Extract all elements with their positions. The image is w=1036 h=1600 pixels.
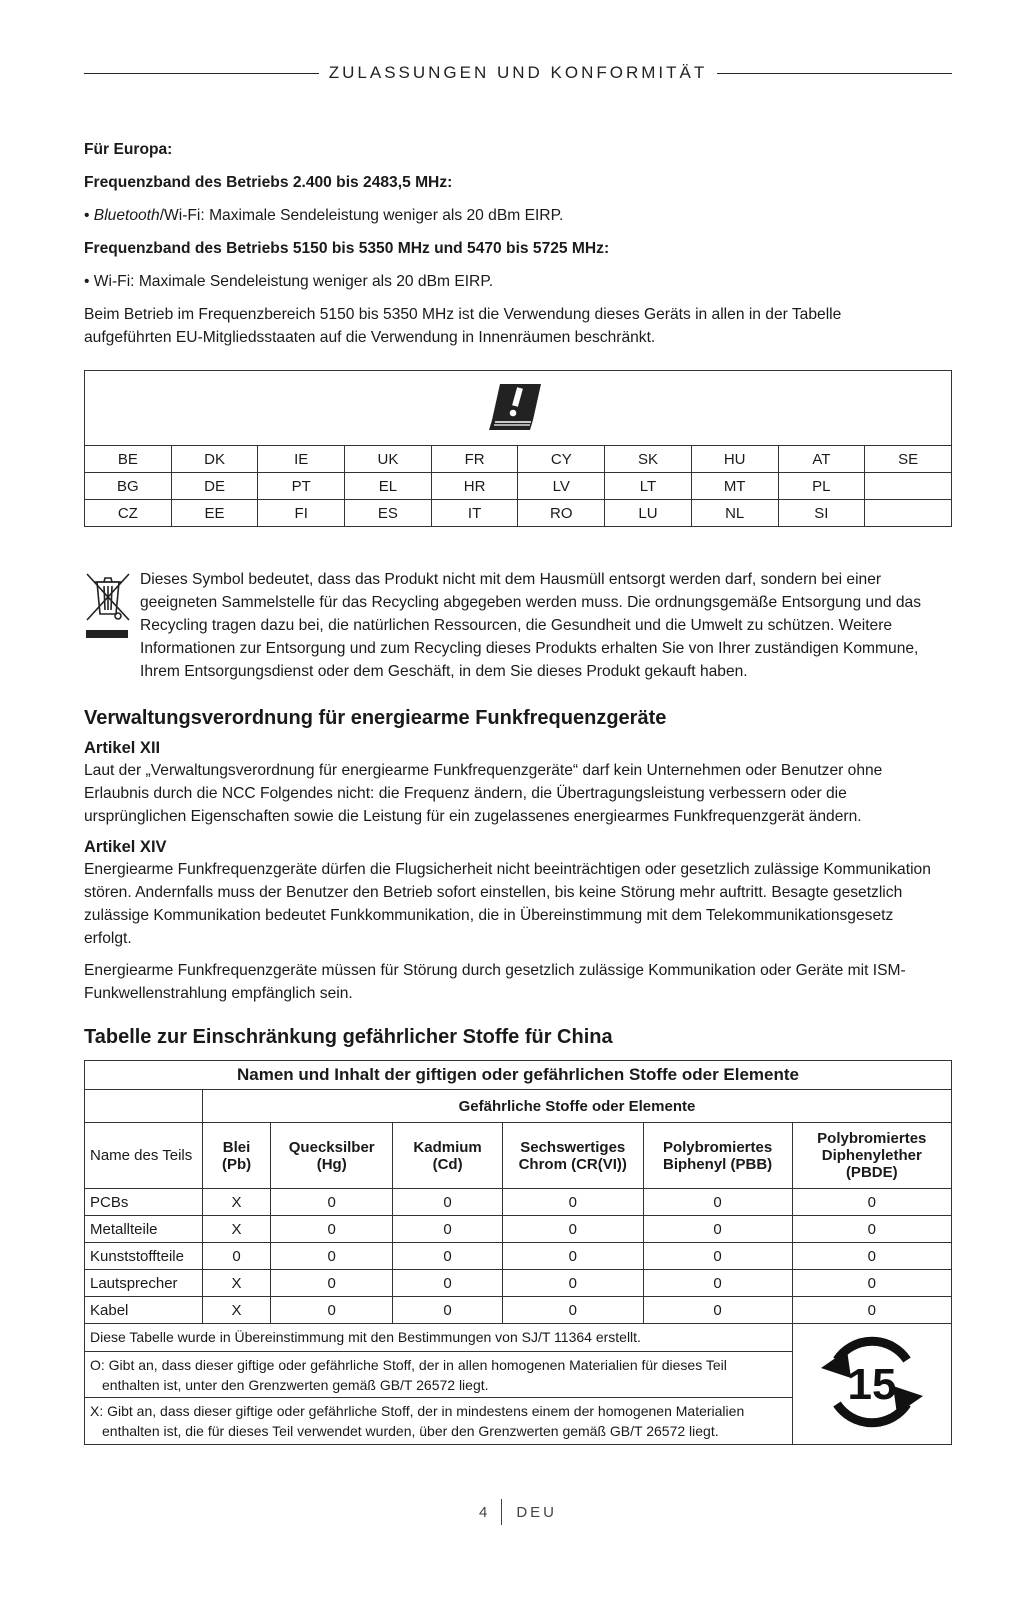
value-cell: 0 <box>502 1297 643 1324</box>
country-cell: FI <box>258 500 345 527</box>
page-header <box>84 61 952 85</box>
col-lead <box>202 1123 270 1189</box>
efup-number: 15 <box>847 1360 897 1409</box>
country-cell: CZ <box>85 500 172 527</box>
value-cell: 0 <box>393 1270 503 1297</box>
part-name: Kunststoffteile <box>85 1243 203 1270</box>
col-pbb <box>643 1123 792 1189</box>
country-cell: IT <box>431 500 518 527</box>
band2-heading: Frequenzband des Betriebs 5150 bis 5350 MHz und 5470 bis 5725 MHz: <box>84 240 610 257</box>
header-title: ZULASSUNGEN UND KONFORMITÄT <box>328 63 708 82</box>
band1-bullet <box>84 204 952 227</box>
warning-alert-icon <box>483 376 553 436</box>
part-name: Kabel <box>85 1297 203 1324</box>
value-cell: 0 <box>502 1243 643 1270</box>
eu-row-1 <box>85 446 952 473</box>
eu-row-3 <box>85 500 952 527</box>
language-code: DEU <box>516 1503 557 1521</box>
note-x <box>85 1397 792 1441</box>
value-cell: X <box>202 1270 270 1297</box>
col-symbol: Biphenyl (PBB) <box>662 1155 773 1173</box>
value-cell: 0 <box>792 1216 951 1243</box>
article-12-title: Artikel XII <box>84 739 161 757</box>
value-cell: 0 <box>393 1216 503 1243</box>
col-name: Polybromiertes <box>662 1138 773 1156</box>
page-footer <box>0 1497 1036 1527</box>
table-row <box>85 1270 952 1297</box>
col-cadmium <box>393 1123 503 1189</box>
col-symbol: (PBDE) <box>845 1164 898 1181</box>
warning-icon-cell <box>85 371 952 446</box>
note-cell <box>85 1324 793 1445</box>
value-cell: 0 <box>792 1189 951 1216</box>
weee-symbol <box>84 568 140 683</box>
china-rohs-table <box>84 1060 952 1445</box>
country-cell: SI <box>778 500 865 527</box>
country-cell: AT <box>778 446 865 473</box>
table-row <box>85 1189 952 1216</box>
group-header: Gefährliche Stoffe oder Elemente <box>202 1090 951 1123</box>
col-pbde <box>792 1123 951 1189</box>
value-cell: 0 <box>643 1189 792 1216</box>
part-header: Name des Teils <box>85 1123 203 1189</box>
country-cell: BG <box>85 473 172 500</box>
col-chromium <box>502 1123 643 1189</box>
country-cell: IE <box>258 446 345 473</box>
value-cell: 0 <box>502 1216 643 1243</box>
note-o-line2: enthalten ist, unter den Grenzwerten gemäß GB/T 26572 liegt. <box>102 1377 489 1393</box>
country-cell: UK <box>345 446 432 473</box>
value-cell: X <box>202 1189 270 1216</box>
value-cell: 0 <box>792 1243 951 1270</box>
note-o <box>85 1351 792 1397</box>
country-cell: NL <box>691 500 778 527</box>
country-cell: HU <box>691 446 778 473</box>
country-cell: ES <box>345 500 432 527</box>
col-name: Quecksilber <box>288 1138 375 1156</box>
country-cell: BE <box>85 446 172 473</box>
value-cell: 0 <box>502 1189 643 1216</box>
country-cell: LV <box>518 473 605 500</box>
band2-bullet: • Wi-Fi: Maximale Sendeleistung weniger als 20 dBm EIRP. <box>84 273 494 290</box>
part-name: PCBs <box>85 1189 203 1216</box>
value-cell: 0 <box>202 1243 270 1270</box>
country-cell: FR <box>431 446 518 473</box>
table-row <box>85 1216 952 1243</box>
value-cell: 0 <box>502 1270 643 1297</box>
value-cell: 0 <box>393 1189 503 1216</box>
part-name: Lautsprecher <box>85 1270 203 1297</box>
eu-country-table-wrap <box>84 370 952 527</box>
ncc-section <box>84 705 952 1005</box>
country-cell: MT <box>691 473 778 500</box>
country-cell: EE <box>171 500 258 527</box>
country-cell: DK <box>171 446 258 473</box>
country-cell: LT <box>605 473 692 500</box>
country-cell <box>865 500 952 527</box>
ncc-title: Verwaltungsverordnung für energiearme Funkfrequenzgeräte <box>84 707 667 729</box>
eu-row-2 <box>85 473 952 500</box>
band1-heading: Frequenzband des Betriebs 2.400 bis 2483,5 MHz: <box>84 174 453 191</box>
value-cell: 0 <box>271 1270 393 1297</box>
country-cell <box>865 473 952 500</box>
page-number: 4 <box>478 1503 488 1521</box>
value-cell: 0 <box>792 1270 951 1297</box>
value-cell: X <box>202 1216 270 1243</box>
country-cell: LU <box>605 500 692 527</box>
country-cell: SK <box>605 446 692 473</box>
table-row <box>85 1243 952 1270</box>
part-name: Metallteile <box>85 1216 203 1243</box>
china-title: Tabelle zur Einschränkung gefährlicher Stoffe für China <box>84 1026 613 1048</box>
article-14-text-2: Energiearme Funkfrequenzgeräte müssen für Störung durch gesetzlich zulässige Kommunikation oder Geräte mit ISM-Funkwellenstrahlung empfänglich sein. <box>84 962 906 1002</box>
header-rule-right <box>717 73 952 74</box>
value-cell: X <box>202 1297 270 1324</box>
article-14-text: Energiearme Funkfrequenzgeräte dürfen die Flugsicherheit nicht beeinträchtigen oder gesetzlich zulässige Kommunikation stören. Andernfalls muss der Benutzer den Betrieb sofort einstellen, bis keine Störung mehr auftritt. Besagte gesetzlich zulässige Kommunikation bedeutet Funkkommunikation, die in Übereinstimmung mit dem Telekommunikationsgesetz erfolgt. <box>84 861 931 947</box>
header-rule-left <box>84 73 319 74</box>
note-o-line1: O: Gibt an, dass dieser giftige oder gefährliche Stoff, der in allen homogenen Materialien für dieses Teil <box>90 1357 727 1373</box>
bluetooth-text: Bluetooth <box>93 207 160 224</box>
country-cell: EL <box>345 473 432 500</box>
col-symbol: (Pb) <box>221 1155 252 1173</box>
note-x-line1: X: Gibt an, dass dieser giftige oder gefährliche Stoff, der in mindestens einem der homogenen Materialien <box>90 1403 745 1419</box>
footer-divider <box>501 1499 502 1525</box>
country-cell: SE <box>865 446 952 473</box>
col-mercury <box>271 1123 393 1189</box>
col-name-2: Diphenylether <box>821 1147 922 1164</box>
empty-cell <box>85 1090 203 1123</box>
value-cell: 0 <box>271 1243 393 1270</box>
country-cell: DE <box>171 473 258 500</box>
value-cell: 0 <box>393 1297 503 1324</box>
weee-section <box>84 568 952 683</box>
col-name: Polybromiertes <box>817 1130 927 1147</box>
crossed-bin-icon <box>84 568 134 640</box>
country-cell: HR <box>431 473 518 500</box>
article-14-title: Artikel XIV <box>84 838 167 856</box>
col-symbol: (Cd) <box>432 1155 463 1173</box>
efup-logo-cell <box>792 1324 951 1445</box>
country-cell: RO <box>518 500 605 527</box>
value-cell: 0 <box>643 1297 792 1324</box>
efup-15-icon <box>807 1330 937 1434</box>
col-symbol: Chrom (CR(VI)) <box>518 1155 627 1173</box>
value-cell: 0 <box>643 1243 792 1270</box>
col-symbol: (Hg) <box>316 1155 347 1173</box>
value-cell: 0 <box>271 1297 393 1324</box>
value-cell: 0 <box>271 1216 393 1243</box>
value-cell: 0 <box>393 1243 503 1270</box>
note-x-line2: enthalten ist, die für dieses Teil verwendet wurden, über den Grenzwerten gemäß GB/T 26572 liegt. <box>102 1423 719 1439</box>
china-table-title: Namen und Inhalt der giftigen oder gefährlichen Stoffe oder Elemente <box>85 1061 952 1090</box>
band1-bullet-text: /Wi-Fi: Maximale Sendeleistung weniger als 20 dBm EIRP. <box>159 207 564 224</box>
value-cell: 0 <box>271 1189 393 1216</box>
europe-section <box>84 138 952 349</box>
country-cell: CY <box>518 446 605 473</box>
col-name: Blei <box>222 1138 251 1156</box>
country-cell: PT <box>258 473 345 500</box>
col-name: Sechswertiges <box>520 1138 626 1156</box>
value-cell: 0 <box>643 1216 792 1243</box>
bullet: • <box>84 207 94 224</box>
restriction-text: Beim Betrieb im Frequenzbereich 5150 bis 5350 MHz ist die Verwendung dieses Geräts in allen in der Tabelle aufgeführten EU-Mitgliedsstaaten auf die Verwendung in Innenräumen beschränkt. <box>84 306 842 346</box>
europe-heading: Für Europa: <box>84 141 173 158</box>
note-sj: Diese Tabelle wurde in Übereinstimmung mit den Bestimmungen von SJ/T 11364 erstellt. <box>90 1329 641 1345</box>
article-12-text: Laut der „Verwaltungsverordnung für energiearme Funkfrequenzgeräte“ darf kein Unternehmen oder Benutzer ohne Erlaubnis durch die NCC Folgendes nicht: die Frequenz ändern, die Übertragungsleistung verbessern oder die ursprünglichen Eigenschaften sowie die Leistung für ein zugelassenes energiearmes Funkfrequenzgerät ändern. <box>84 762 883 825</box>
eu-country-table <box>84 370 952 527</box>
col-name: Kadmium <box>413 1138 482 1156</box>
value-cell: 0 <box>643 1270 792 1297</box>
value-cell: 0 <box>792 1297 951 1324</box>
weee-text: Dieses Symbol bedeutet, dass das Produkt nicht mit dem Hausmüll entsorgt werden darf, sondern bei einer geeigneten Sammelstelle für das Recycling abgegeben werden muss. Die ordnungsgemäße Entsorgung und das Recycling tragen dazu bei, die natürlichen Ressourcen, die Gesundheit und die Umwelt zu schützen. Weitere Informationen zur Entsorgung und zum Recycling dieses Produkts erhalten Sie von Ihrer zuständigen Kommune, Ihrem Entsorgungsdienst oder dem Geschäft, in dem Sie dieses Produkt gekauft haben. <box>140 571 922 680</box>
table-row <box>85 1297 952 1324</box>
china-section <box>84 1024 952 1445</box>
country-cell: PL <box>778 473 865 500</box>
